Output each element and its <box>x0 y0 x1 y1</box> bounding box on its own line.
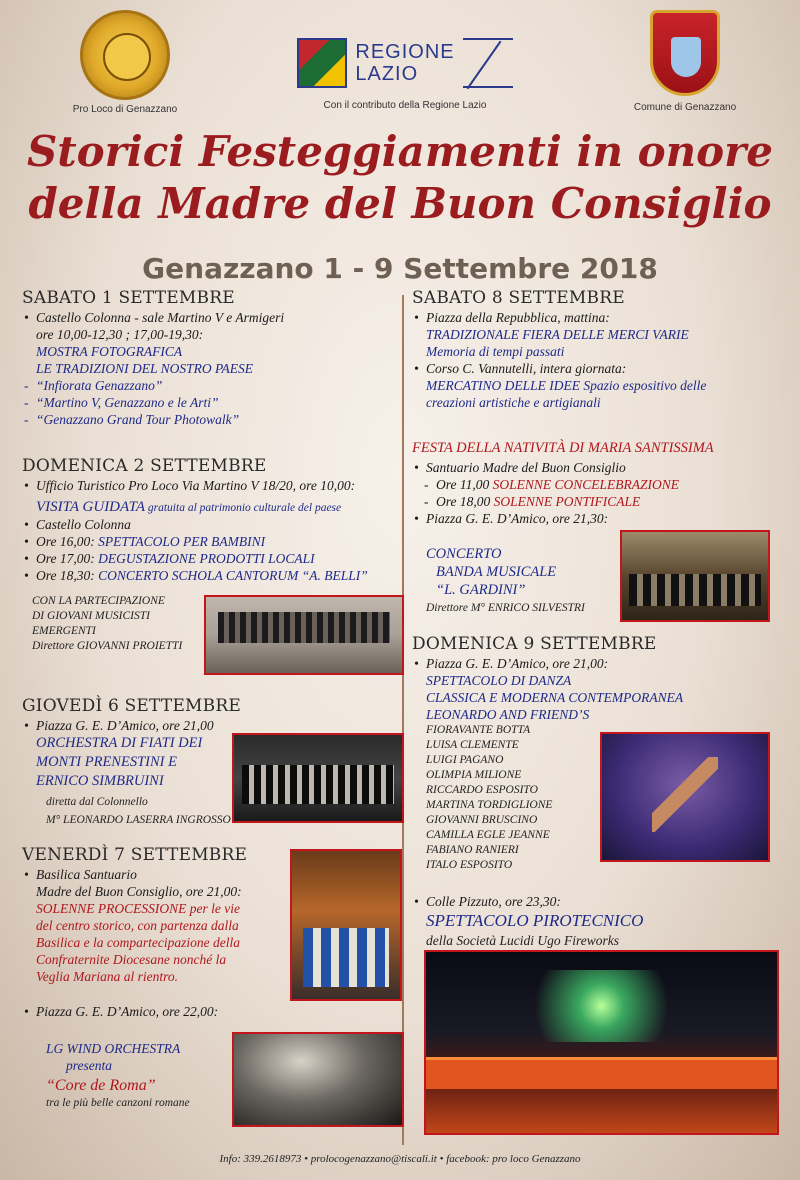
regione-caption: Con il contributo della Regione Lazio <box>323 100 487 111</box>
column-divider <box>402 295 404 1145</box>
pro-loco-seal-icon <box>80 10 170 100</box>
band-photo <box>620 530 770 622</box>
choir-photo <box>204 595 404 675</box>
day-heading: SABATO 1 SETTEMBRE <box>22 288 235 308</box>
footer-info: Info: 339.2618973 • prolocogenazzano@tiscali.it • facebook: pro loco Genazzano <box>219 1153 581 1165</box>
event-sabato-8: SABATO 8 SETTEMBRE • Piazza della Repubblica, mattina: TRADIZIONALE FIERA DELLE MERCI VARIE Memoria di tempi passati • Corso C. Vannutelli, intera giornata: MERCATINO DELLE IDEE Spazio espositivo delle creazioni artistiche e artigianali <box>412 290 784 411</box>
comune-shield-icon <box>650 10 720 96</box>
pro-loco-logo <box>60 10 190 115</box>
event-venerdi-7: VENERDÌ 7 SETTEMBRE • Basilica Santuario Madre del Buon Consiglio, ore 21,00: SOLENNE PROCESSIONE per le vie del centro storico, con partenza dalla Basilica e la compartecipazione della Confraternite Diocesane nonché la Veglia Mariana al rientro. • Piazza G. E. D’Amico, ore 22,00: LG WIND ORCHESTRA presenta “Core de Roma” tra le più belle canzoni romane <box>22 847 400 1111</box>
pro-loco-caption: Pro Loco di Genazzano <box>72 104 178 115</box>
fireworks-photo <box>424 950 779 1135</box>
day-heading: GIOVEDÌ 6 SETTEMBRE <box>22 696 241 716</box>
festa-heading: FESTA DELLA NATIVITÀ DI MARIA SANTISSIMA <box>412 440 714 456</box>
day-heading: VENERDÌ 7 SETTEMBRE <box>22 845 248 865</box>
event-domenica-9: DOMENICA 9 SETTEMBRE • Piazza G. E. D’Amico, ore 21,00: SPETTACOLO DI DANZA CLASSICA E MODERNA CONTEMPORANEA LEONARDO AND FRIEND’S FIORAVANTE BOTTA LUISA CLEMENTE LUIGI PAGANO OLIMPIA MILIONE RICCARDO ESPOSITO MARTINA TORDIGLIONE GIOVANNI BRUSCINO CAMILLA EGLE JEANNE FABIANO RANIERI ITALO ESPOSITO • Colle Pizzuto, ore 23,30: SPETTACOLO PIROTECNICO della Società Lucidi Ugo Fireworks <box>412 636 784 949</box>
comune-logo <box>620 10 750 113</box>
wind-orchestra-photo <box>232 1032 404 1127</box>
day-heading: DOMENICA 2 SETTEMBRE <box>22 456 267 476</box>
regione-lazio-logo <box>290 10 520 111</box>
regione-emblem-icon <box>297 38 347 88</box>
orchestra-photo <box>232 733 404 823</box>
regione-text: REGIONE LAZIO <box>355 41 455 85</box>
regione-x-icon <box>463 38 513 88</box>
event-sabato-1: SABATO 1 SETTEMBRE • Castello Colonna - sale Martino V e Armigeri ore 10,00-12,30 ; 17,00-19,30: MOSTRA FOTOGRAFICA LE TRADIZIONI DEL NOSTRO PAESE - “Infiorata Genazzano” - “Martino V, Genazzano e le Arti” - “Genazzano Grand Tour Photowalk” <box>22 290 400 428</box>
dance-photo <box>600 732 770 862</box>
day-heading: DOMENICA 9 SETTEMBRE <box>412 634 657 654</box>
procession-photo <box>290 849 402 1001</box>
event-domenica-2: DOMENICA 2 SETTEMBRE • Ufficio Turistico Pro Loco Via Martino V 18/20, ore 10,00: VISITA GUIDATA gratuita al patrimonio culturale del paese • Castello Colonna • Ore 16,00: SPETTACOLO PER BAMBINI • Ore 17,00: DEGUSTAZIONE PRODOTTI LOCALI • Ore 18,30: CONCERTO SCHOLA CANTORUM “A. BELLI” CON LA PARTECIPAZIONE DI GIOVANI MUSICISTI EMERGENTI Direttore GIOVANNI PROIETTI <box>22 458 400 654</box>
logo-bar <box>0 10 800 120</box>
day-heading: SABATO 8 SETTEMBRE <box>412 288 625 308</box>
comune-caption: Comune di Genazzano <box>633 102 737 113</box>
event-giovedi-6: GIOVEDÌ 6 SETTEMBRE • Piazza G. E. D’Amico, ore 21,00 ORCHESTRA DI FIATI DEI MONTI PRENESTINI E ERNICO SIMBRUINI diretta dal Colonnello M° LEONARDO LASERRA INGROSSO <box>22 698 400 828</box>
page-title: Storici Festeggiamenti in onore della Madre del Buon Consiglio <box>26 127 774 228</box>
event-festa-nativita: FESTA DELLA NATIVITÀ DI MARIA SANTISSIMA • Santuario Madre del Buon Consiglio - Ore 11,00 SOLENNE CONCELEBRAZIONE - Ore 18,00 SOLENNE PONTIFICALE • Piazza G. E. D’Amico, ore 21,30: CONCERTO BANDA MUSICALE “L. GARDINI” Direttore M° ENRICO SILVESTRI <box>412 440 784 616</box>
page-subtitle: Genazzano 1 - 9 Settembre 2018 <box>142 252 658 285</box>
dancers-list: FIORAVANTE BOTTA LUISA CLEMENTE LUIGI PAGANO OLIMPIA MILIONE RICCARDO ESPOSITO MARTINA TORDIGLIONE GIOVANNI BRUSCINO CAMILLA EGLE JEANNE FABIANO RANIERI ITALO ESPOSITO <box>426 724 553 871</box>
